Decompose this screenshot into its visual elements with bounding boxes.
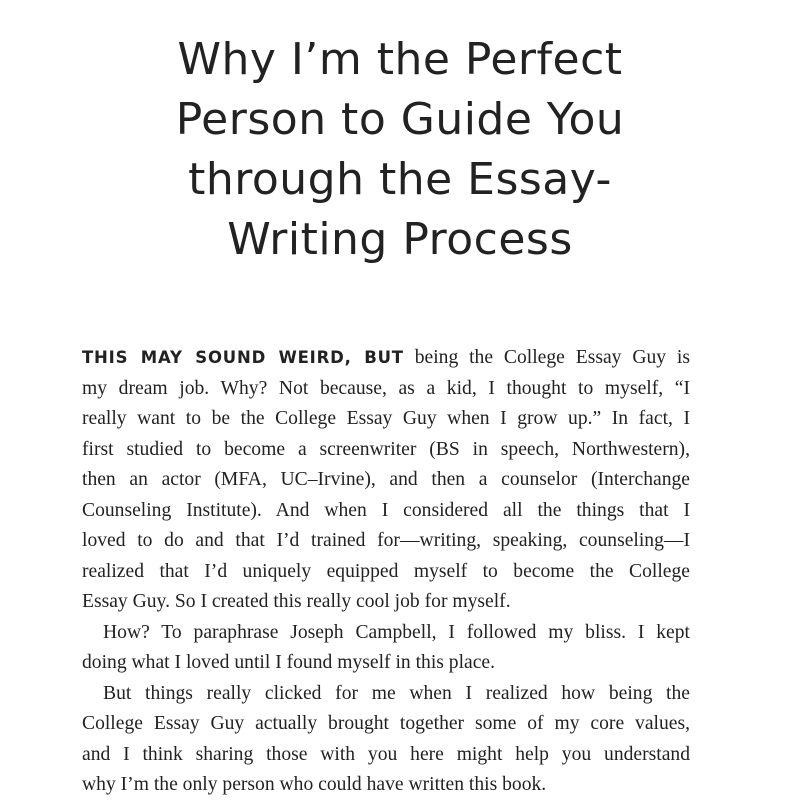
text-line: loved to do and that I’d trained for—writing, speaking, counseling—I bbox=[82, 530, 690, 551]
text-line: Essay Guy. So I created this really cool job for myself. bbox=[82, 591, 511, 612]
text-line: really want to be the College Essay Guy when I grow up.” In fact, I bbox=[82, 408, 690, 429]
text-line: College Essay Guy actually brought together some of my core values, bbox=[82, 713, 690, 734]
text-line: But things really clicked for me when I realized how being the bbox=[103, 682, 690, 704]
text-line: why I’m the only person who could have written this book. bbox=[82, 774, 547, 795]
chapter-title-line: Writing Process bbox=[227, 214, 573, 265]
chapter-title bbox=[60, 30, 740, 270]
text-line: and I think sharing those with you here might help you understand bbox=[82, 743, 690, 765]
paragraph-1 bbox=[82, 343, 690, 618]
text-line: first studied to become a screenwriter (BS in speech, Northwestern), bbox=[82, 438, 690, 460]
chapter-title-line: through the Essay- bbox=[188, 154, 612, 205]
lead-in-small-caps: THIS MAY SOUND WEIRD, BUT bbox=[82, 348, 404, 367]
text-line: doing what I loved until I found myself in this place. bbox=[82, 652, 496, 673]
chapter-title-line: Why I’m the Perfect bbox=[177, 34, 623, 85]
text-line bbox=[82, 343, 690, 374]
text-line: my dream job. Why? Not because, as a kid, I thought to myself, “I bbox=[82, 377, 690, 399]
text-line: How? To paraphrase Joseph Campbell, I followed my bliss. I kept bbox=[103, 621, 690, 643]
text-line: Counseling Institute). And when I considered all the things that I bbox=[82, 499, 690, 521]
chapter-title-line: Person to Guide You bbox=[175, 94, 625, 145]
text-line: then an actor (MFA, UC–Irvine), and then a counselor (Interchange bbox=[82, 469, 690, 490]
text-line: realized that I’d uniquely equipped myself to become the College bbox=[82, 560, 690, 582]
text-line-rest: being the College Essay Guy is bbox=[403, 347, 691, 368]
paragraph-2 bbox=[82, 618, 690, 679]
paragraph-3 bbox=[82, 679, 690, 801]
body-text bbox=[82, 343, 690, 801]
